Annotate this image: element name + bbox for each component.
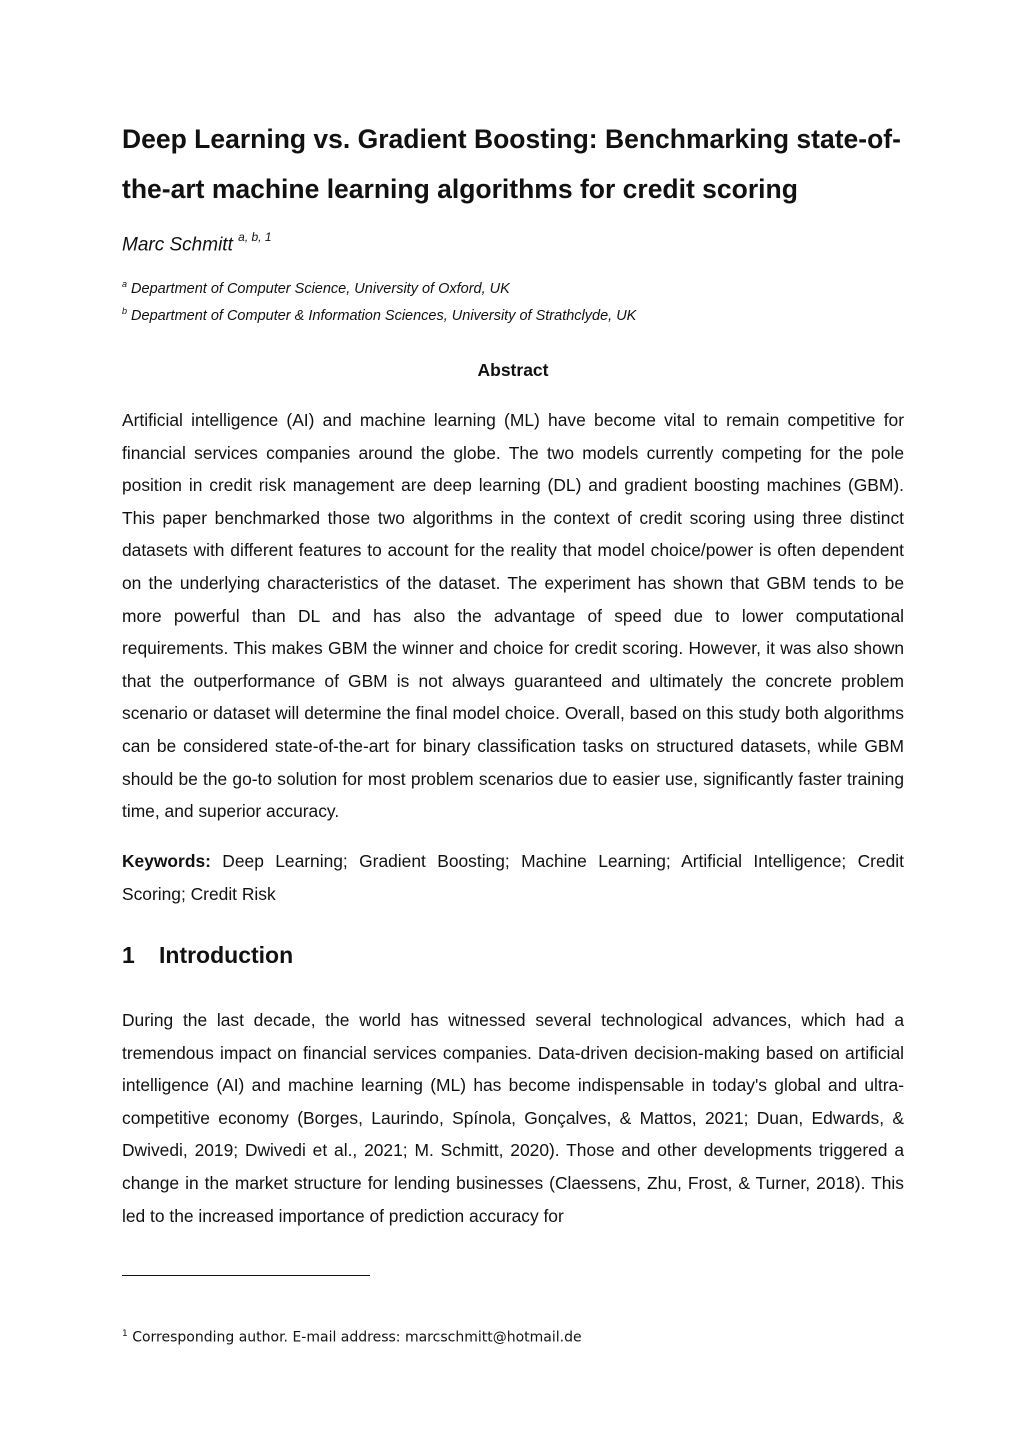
section-title: Introduction xyxy=(159,942,294,968)
affiliation-a xyxy=(122,279,510,297)
abstract-text: Artificial intelligence (AI) and machine learning (ML) have become vital to remain competitive for financial services companies around the globe. The two models currently competing for the pole position in credit risk management are deep learning (DL) and gradient boosting machines (GBM). This paper benchmarked those two algorithms in the context of credit scoring using three distinct datasets with different features to account for the reality that model choice/power is often dependent on the underlying characteristics of the dataset. The experiment has shown that GBM tends to be more powerful than DL and has also the advantage of speed due to lower computational requirements. This makes GBM the winner and choice for credit scoring. However, it was also shown that the outperformance of GBM is not always guaranteed and ultimately the concrete problem scenario or dataset will determine the final model choice. Overall, based on this study both algorithms can be considered state-of-the-art for binary classification tasks on structured datasets, while GBM should be the go-to solution for most problem scenarios due to easier use, significantly faster training time, and superior accuracy. xyxy=(122,410,904,822)
keywords-list: Deep Learning; Gradient Boosting; Machine Learning; Artificial Intelligence; Credit Scoring; Credit Risk xyxy=(122,851,904,904)
keywords-label: Keywords: xyxy=(122,851,211,871)
footnote xyxy=(122,1329,582,1346)
footnote-mark: 1 xyxy=(122,1329,128,1339)
footnote-text: Corresponding author. E-mail address: marcschmitt@hotmail.de xyxy=(132,1329,582,1346)
affiliation-text: Department of Computer Science, University of Oxford, UK xyxy=(131,280,510,297)
section-number: 1 xyxy=(122,942,135,968)
keywords xyxy=(122,845,904,910)
introduction-text: During the last decade, the world has witnessed several technological advances, which had a tremendous impact on financial services companies. Data-driven decision-making based on artificial intelligence (AI) and machine learning (ML) has become indispensable in today's global and ultra-competitive economy (Borges, Laurindo, Spínola, Gonçalves, & Mattos, 2021; Duan, Edwards, & Dwivedi, 2019; Dwivedi et al., 2021; M. Schmitt, 2020). Those and other developments triggered a change in the market structure for lending businesses (Claessens, Zhu, Frost, & Turner, 2018). This led to the increased importance of prediction accuracy for xyxy=(122,1010,904,1226)
affiliation-mark: a xyxy=(122,279,128,289)
affiliation-text: Department of Computer & Information Sciences, University of Strathclyde, UK xyxy=(131,307,637,324)
author-name: Marc Schmitt xyxy=(122,234,233,256)
affiliation-mark: b xyxy=(122,306,128,316)
author-line xyxy=(122,232,272,256)
abstract-heading: Abstract xyxy=(477,360,549,380)
author-marks: a, b, 1 xyxy=(238,230,272,244)
footnote-divider xyxy=(122,1275,370,1276)
paper-title: Deep Learning vs. Gradient Boosting: Benchmarking state-of-the-art machine learning algorithms for credit scoring xyxy=(122,124,901,204)
section-heading-introduction xyxy=(122,942,293,969)
affiliation-b xyxy=(122,306,636,324)
